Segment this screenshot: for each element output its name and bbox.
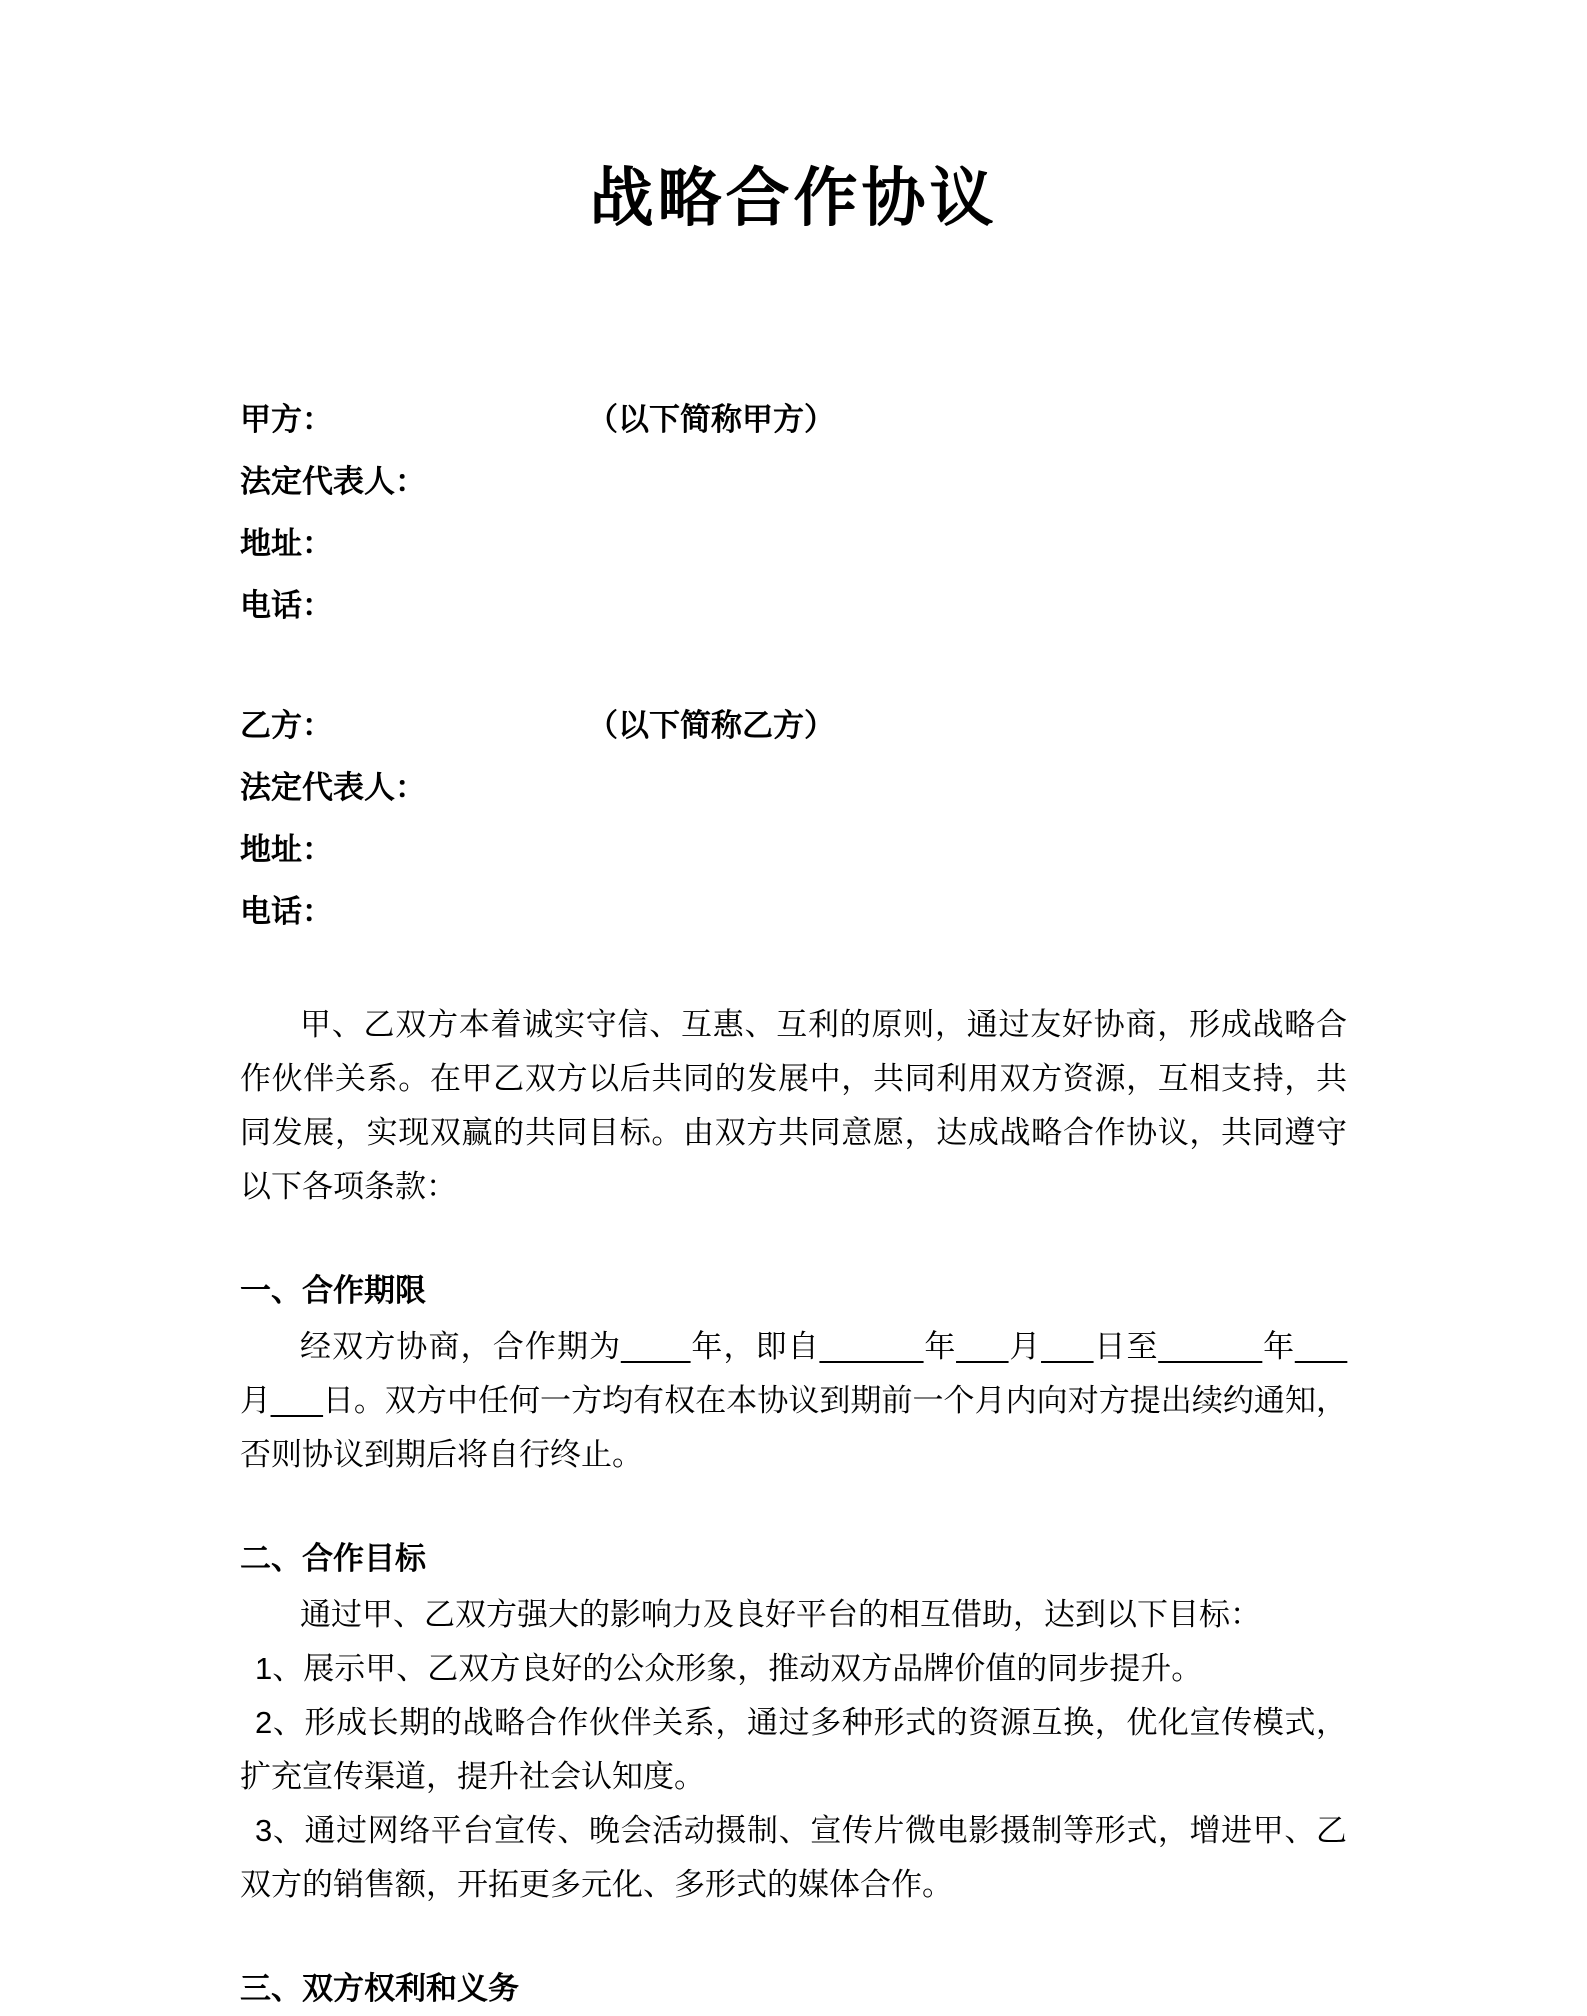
- intro-paragraph: 甲、乙双方本着诚实守信、互惠、互利的原则，通过友好协商，形成战略合作伙伴关系。在甲乙双方以后共同的发展中，共同利用双方资源，互相支持，共同发展，实现双赢的共同目标。由双方共同意愿，达成战略合作协议，共同遵守以下各项条款：: [240, 1007, 1347, 1204]
- party-a-legal-rep-label: 法定代表人：: [240, 464, 426, 499]
- party-b-legal-rep-label: 法定代表人：: [240, 770, 426, 805]
- party-b-name-note: （以下简称乙方）: [587, 708, 835, 743]
- party-a-address-label: 地址：: [240, 526, 333, 561]
- party-b-name-row: [240, 695, 1347, 757]
- section-2-item-3: 3、通过网络平台宣传、晚会活动摄制、宣传片微电影摄制等形式，增进甲、乙双方的销售额，开拓更多元化、多形式的媒体合作。: [240, 1813, 1347, 1902]
- document-title: 战略合作协议: [589, 162, 998, 234]
- section-3-heading: 三、双方权利和义务: [240, 1971, 519, 2006]
- party-a-block: [240, 389, 1347, 637]
- section-1-paragraph: 经双方协商，合作期为____年，即自______年___月___日至______年___月___日。双方中任何一方均有权在本协议到期前一个月内向对方提出续约通知，否则协议到期后将自行终止。: [240, 1329, 1347, 1472]
- section-1-heading: 一、合作期限: [240, 1273, 426, 1308]
- section-2-item-2: 2、形成长期的战略合作伙伴关系，通过多种形式的资源互换，优化宣传模式，扩充宣传渠道，提升社会认知度。: [240, 1705, 1347, 1794]
- party-b-phone-label: 电话：: [240, 894, 333, 929]
- party-a-name-row: [240, 389, 1347, 451]
- party-a-name-note: （以下简称甲方）: [587, 402, 835, 437]
- party-a-name-label: 甲方：: [240, 402, 333, 437]
- party-b-address-label: 地址：: [240, 832, 333, 867]
- section-2-heading: 二、合作目标: [240, 1541, 426, 1576]
- section-2-lead-paragraph: 通过甲、乙双方强大的影响力及良好平台的相互借助，达到以下目标：: [300, 1597, 1261, 1632]
- party-a-phone-label: 电话：: [240, 588, 333, 623]
- section-2-item-1: 1、展示甲、乙双方良好的公众形象，推动双方品牌价值的同步提升。: [255, 1651, 1203, 1686]
- party-b-name-label: 乙方：: [240, 708, 333, 743]
- party-b-block: [240, 695, 1347, 943]
